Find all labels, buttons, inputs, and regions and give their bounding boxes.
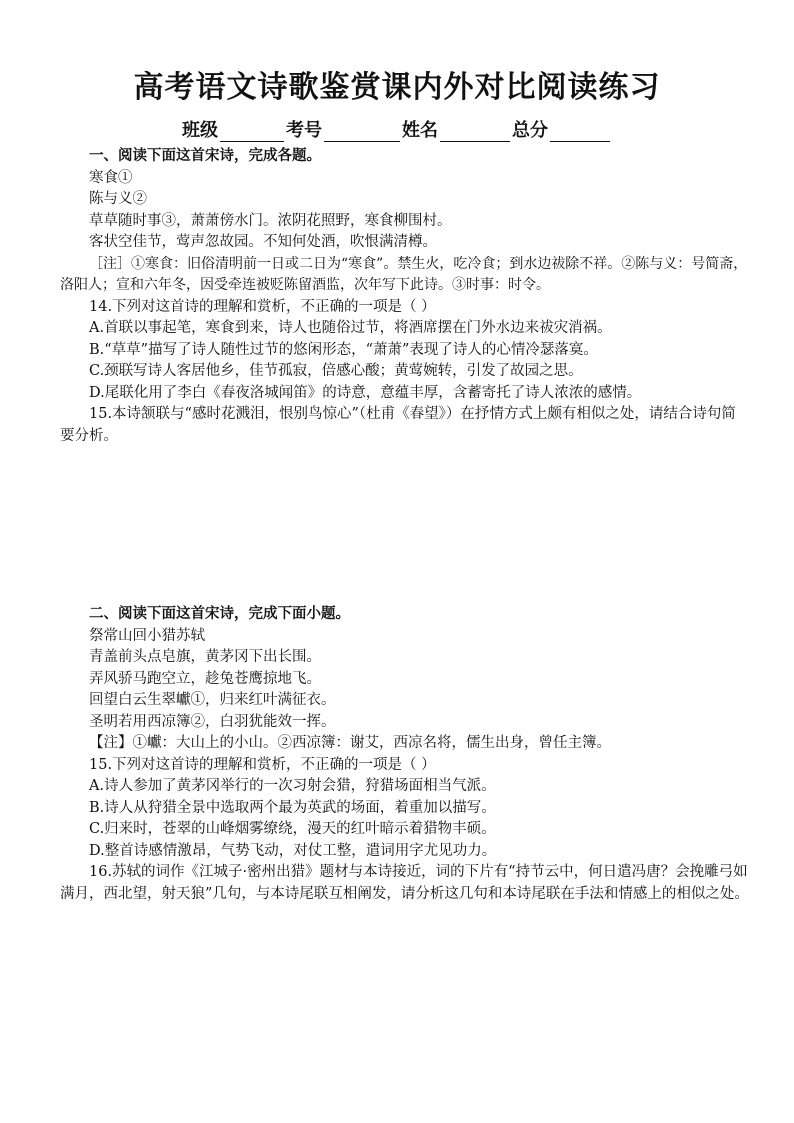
part1-heading: 一、阅读下面这首宋诗，完成各题。 xyxy=(89,148,321,164)
q14-option-c[interactable]: C.颈联写诗人客居他乡，佳节孤寂，倍感心酸；黄莺婉转，引发了故园之思。 xyxy=(89,363,583,379)
class-label: 班级 xyxy=(182,120,218,141)
q15-option-d[interactable]: D.整首诗感情激昂，气势飞动，对仗工整，遣词用字尤见功力。 xyxy=(89,842,497,859)
q14-option-b[interactable]: B.“草草”描写了诗人随性过节的悠闲形态，“萧萧”表现了诗人的心情冷瑟落寞。 xyxy=(89,341,598,358)
part2-poem-line: 圣明若用西凉簿②，白羽犹能效一挥。 xyxy=(89,713,336,730)
q14-option-d[interactable]: D.尾联化用了李白《春夜洛城闻笛》的诗意，意蕴丰厚，含蓄寄托了诗人浓浓的感情。 xyxy=(89,384,642,401)
part1-poem-line: 客状空佳节，莺声忽故园。不知何处酒，吹恨满清樽。 xyxy=(89,234,437,250)
exam-no-label: 考号 xyxy=(286,120,322,141)
name-label: 姓名 xyxy=(402,120,438,141)
exam-no-blank[interactable] xyxy=(324,123,400,142)
part1-question-15: 15.本诗颔联与“感时花溅泪，恨别鸟惊心”（杜甫《春望》）在抒情方式上颇有相似之处，请结合诗句简要分析。 xyxy=(60,406,736,444)
part1-note: ［注］①寒食：旧俗清明前一日或二日为“寒食”。禁生火，吃冷食；到水边祓除不祥。②陈与义：号简斋，洛阳人；宣和六年冬，因受牵连被贬陈留酒监，次年写下此诗。③时事：时令。 xyxy=(60,255,748,293)
name-blank[interactable] xyxy=(440,123,510,142)
part2-poem-line: 回望白云生翠巘①，归来红叶满征衣。 xyxy=(89,692,336,708)
part2-question-15: 15.下列对这首诗的理解和赏析，不正确的一项是（ ） xyxy=(89,756,436,773)
score-label: 总分 xyxy=(512,120,548,141)
part2-poem-line: 青盖前头点皂旗，黄茅冈下出长围。 xyxy=(89,649,321,665)
part1-poem-title: 寒食① xyxy=(89,169,133,186)
part1-author: 陈与义② xyxy=(89,191,147,207)
part1-section xyxy=(60,146,750,447)
student-info-line xyxy=(0,116,794,142)
class-blank[interactable] xyxy=(220,123,284,142)
part2-heading: 二、阅读下面这首宋诗，完成下面小题。 xyxy=(89,606,350,622)
score-blank[interactable] xyxy=(550,123,610,142)
q15-option-a[interactable]: A.诗人参加了黄茅冈举行的一次习射会猎，狩猎场面相当气派。 xyxy=(89,778,496,794)
page-title: 高考语文诗歌鉴赏课内外对比阅读练习 xyxy=(133,70,661,105)
part1-poem-line: 草草随时事③，萧萧傍水门。浓阴花照野，寒食柳围村。 xyxy=(89,212,452,229)
part1-question-14: 14.下列对这首诗的理解和赏析，不正确的一项是（ ） xyxy=(89,298,436,315)
q14-option-a[interactable]: A.首联以事起笔，寒食到来，诗人也随俗过节，将酒席摆在门外水边来祓灾消祸。 xyxy=(89,320,612,336)
part2-note: 【注】①巘：大山上的小山。②西凉簿：谢艾，西凉名将，儒生出身，曾任主簿。 xyxy=(89,735,611,751)
q15-option-c[interactable]: C.归来时，苍翠的山峰烟雾缭绕，漫天的红叶暗示着猎物丰硕。 xyxy=(89,821,496,837)
part2-poem-title: 祭常山回小猎苏轼 xyxy=(89,627,205,644)
part2-poem-line: 弄风骄马跑空立，趁兔苍鹰掠地飞。 xyxy=(89,670,321,687)
q15-option-b[interactable]: B.诗人从狩猎全景中选取两个最为英武的场面，着重加以描写。 xyxy=(89,799,496,816)
part2-section xyxy=(60,604,750,905)
part2-question-16: 16.苏轼的词作《江城子·密州出猎》题材与本诗接近，词的下片有“持节云中，何日遣冯唐？会挽雕弓如满月，西北望，射天狼”几句，与本诗尾联互相阐发，请分析这几句和本诗尾联在手法和情感上的相似之处。 xyxy=(60,864,749,902)
